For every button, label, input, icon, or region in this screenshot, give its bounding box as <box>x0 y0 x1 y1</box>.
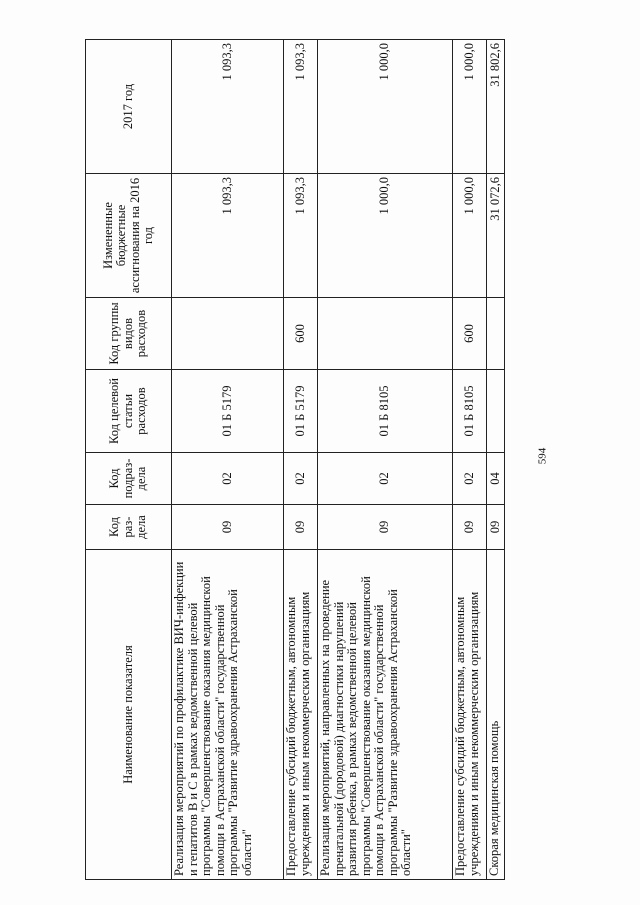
row-section-code: 09 <box>318 505 453 550</box>
row-expense-group-code <box>172 298 284 370</box>
row-expense-group-code: 600 <box>453 298 487 370</box>
page-number: 594 <box>536 447 549 465</box>
row-expense-group-code <box>487 298 505 370</box>
header-name: Наименование показателя <box>86 550 172 880</box>
row-2017-value: 1 093,3 <box>284 40 318 174</box>
row-section-code: 09 <box>284 505 318 550</box>
row-name: Предоставление субсидий бюджетным, автономным учреждениям и иным некоммерческим организациям <box>453 550 487 880</box>
row-section-code: 09 <box>172 505 284 550</box>
budget-table <box>85 39 505 880</box>
row-2016-value: 1 000,0 <box>318 174 453 298</box>
row-2016-value: 1 000,0 <box>453 174 487 298</box>
row-subsection-code: 02 <box>172 453 284 505</box>
row-subsection-code: 04 <box>487 453 505 505</box>
row-subsection-code: 02 <box>453 453 487 505</box>
table-container <box>85 40 502 880</box>
table-header-row <box>86 40 172 880</box>
row-2017-value: 1 093,3 <box>172 40 284 174</box>
header-section-code: Код раз-дела <box>86 505 172 550</box>
row-2017-value: 1 000,0 <box>453 40 487 174</box>
row-target-article-code: 01 Б 8105 <box>318 370 453 453</box>
table-row <box>487 40 505 880</box>
row-target-article-code: 01 Б 5179 <box>284 370 318 453</box>
row-name: Скорая медицинская помощь <box>487 550 505 880</box>
row-2017-value: 1 000,0 <box>318 40 453 174</box>
header-2017: 2017 год <box>86 40 172 174</box>
row-expense-group-code <box>318 298 453 370</box>
table-row <box>453 40 487 880</box>
row-target-article-code: 01 Б 5179 <box>172 370 284 453</box>
row-expense-group-code: 600 <box>284 298 318 370</box>
row-target-article-code <box>487 370 505 453</box>
row-name: Реализация мероприятий по профилактике ВИЧ-инфекции и гепатитов В и С в рамках ведомственной целевой программы "Совершенствование оказания медицинской помощи в Астраханской области" государственной программы "Развитие здравоохранения Астраханской области" <box>172 550 284 880</box>
row-2016-value: 1 093,3 <box>284 174 318 298</box>
header-expense-group-code: Код группы видов расходов <box>86 298 172 370</box>
header-2016-allocations: Измененные бюджетные ассигнования на 2016 год <box>86 174 172 298</box>
row-name: Предоставление субсидий бюджетным, автономным учреждениям и иным некоммерческим организациям <box>284 550 318 880</box>
row-section-code: 09 <box>453 505 487 550</box>
row-subsection-code: 02 <box>318 453 453 505</box>
row-2016-value: 31 072,6 <box>487 174 505 298</box>
row-target-article-code: 01 Б 8105 <box>453 370 487 453</box>
table-row <box>172 40 284 880</box>
budget-table-rotated <box>85 40 502 880</box>
row-2017-value: 31 802,6 <box>487 40 505 174</box>
row-name: Реализация мероприятий, направленных на проведение пренатальной (дородовой) диагностики нарушений развития ребенка, в рамках ведомственной целевой программы "Совершенствование оказания медицинской помощи в Астраханской области" государственной программы "Развитие здравоохранения Астраханской области" <box>318 550 453 880</box>
header-subsection-code: Код подраз-дела <box>86 453 172 505</box>
row-subsection-code: 02 <box>284 453 318 505</box>
row-2016-value: 1 093,3 <box>172 174 284 298</box>
table-row <box>318 40 453 880</box>
header-target-article-code: Код целевой статьи расходов <box>86 370 172 453</box>
table-row <box>284 40 318 880</box>
row-section-code: 09 <box>487 505 505 550</box>
